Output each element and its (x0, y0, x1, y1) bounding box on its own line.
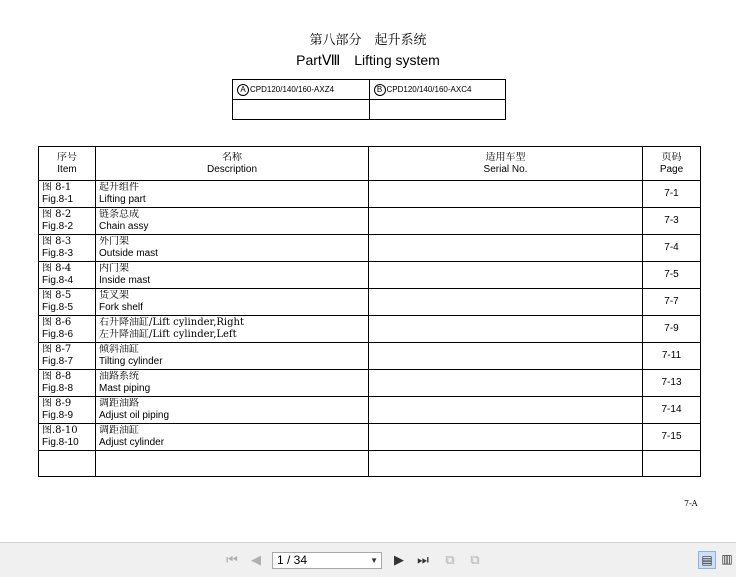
page-cell: 7-7 (643, 289, 701, 316)
model-table (232, 79, 506, 120)
description-cell: 右升降油缸/Lift cylinder,Right 左升降油缸/Lift cylinder,Left (96, 316, 369, 343)
page-cell: 7-14 (643, 397, 701, 424)
item-cell: 图 8-7 Fig.8-7 (39, 343, 96, 370)
description-cell: 调距油缸 Adjust cylinder (96, 424, 369, 451)
page-cell: 7-9 (643, 316, 701, 343)
model-b-text: CPD120/140/160-AXC4 (386, 84, 472, 94)
page-cell: 7-1 (643, 181, 701, 208)
first-page-icon[interactable]: ⏮ (226, 552, 238, 567)
contents-table (38, 146, 701, 477)
header-serial: 适用车型 Serial No. (369, 147, 643, 181)
go-back-icon[interactable]: ⧉ (445, 552, 455, 567)
description-cell: 起升组件 Lifting part (96, 181, 369, 208)
item-cell: 图.8-10 Fig.8-10 (39, 424, 96, 451)
page-footer-code: 7-A (684, 499, 698, 508)
item-cell: 图 8-3 Fig.8-3 (39, 235, 96, 262)
description-cell: 调距油路 Adjust oil piping (96, 397, 369, 424)
item-cell: 图 8-4 Fig.8-4 (39, 262, 96, 289)
table-row (39, 316, 701, 343)
page-cell: 7-3 (643, 208, 701, 235)
page-title-chinese: 第八部分 起升系统 (309, 33, 427, 48)
serial-cell (369, 208, 643, 235)
page-cell: 7-13 (643, 370, 701, 397)
serial-cell (369, 262, 643, 289)
serial-cell (369, 289, 643, 316)
page-number-value: 1 / 34 (277, 553, 308, 567)
item-cell: 图 8-1 Fig.8-1 (39, 181, 96, 208)
continuous-view-icon[interactable]: ▥ (721, 552, 733, 566)
model-a-empty-cell (233, 100, 370, 120)
table-header-row (39, 147, 701, 181)
item-cell: 图 8-5 Fig.8-5 (39, 289, 96, 316)
table-row (39, 181, 701, 208)
go-forward-icon[interactable]: ⧉ (470, 552, 480, 567)
item-cell: 图 8-8 Fig.8-8 (39, 370, 96, 397)
item-cell: 图 8-6 Fig.8-6 (39, 316, 96, 343)
table-row (39, 343, 701, 370)
header-page: 页码 Page (643, 147, 701, 181)
serial-cell (369, 370, 643, 397)
table-row (39, 235, 701, 262)
table-row (39, 262, 701, 289)
page-cell: 7-11 (643, 343, 701, 370)
chevron-down-icon: ▼ (370, 556, 378, 565)
item-cell: 图 8-2 Fig.8-2 (39, 208, 96, 235)
page-cell (643, 451, 701, 477)
table-row (39, 289, 701, 316)
page-cell: 7-4 (643, 235, 701, 262)
header-item: 序号 Item (39, 147, 96, 181)
model-b-mark: B (374, 84, 386, 96)
description-cell: 外门架 Outside mast (96, 235, 369, 262)
last-page-icon[interactable]: ⏭ (417, 552, 429, 567)
serial-cell (369, 424, 643, 451)
serial-cell (369, 397, 643, 424)
item-cell (39, 451, 96, 477)
header-description: 名称 Description (96, 147, 369, 181)
serial-cell (369, 235, 643, 262)
serial-cell (369, 181, 643, 208)
model-a-text: CPD120/140/160-AXZ4 (250, 84, 335, 94)
item-cell: 图 8-9 Fig.8-9 (39, 397, 96, 424)
description-cell: 内门架 Inside mast (96, 262, 369, 289)
table-row-empty (39, 451, 701, 477)
next-page-icon[interactable]: ▶ (394, 552, 404, 567)
page-title-english: PartⅧ Lifting system (296, 52, 440, 68)
description-cell: 油路系统 Mast piping (96, 370, 369, 397)
description-cell (96, 451, 369, 477)
serial-cell (369, 451, 643, 477)
serial-cell (369, 316, 643, 343)
table-row (39, 424, 701, 451)
table-row (39, 370, 701, 397)
model-a-mark: A (237, 84, 249, 96)
table-row (39, 208, 701, 235)
serial-cell (369, 343, 643, 370)
description-cell: 链条总成 Chain assy (96, 208, 369, 235)
table-row (39, 397, 701, 424)
description-cell: 货叉架 Fork shelf (96, 289, 369, 316)
model-b-empty-cell (369, 100, 506, 120)
previous-page-icon[interactable]: ◀ (251, 552, 261, 567)
single-page-view-icon[interactable]: ▤ (698, 551, 716, 569)
model-a-cell (233, 80, 370, 100)
model-b-cell (369, 80, 506, 100)
viewer-toolbar (0, 542, 736, 577)
description-cell: 倾斜油缸 Tilting cylinder (96, 343, 369, 370)
page-cell: 7-5 (643, 262, 701, 289)
page-cell: 7-15 (643, 424, 701, 451)
page-number-select[interactable] (272, 552, 382, 569)
